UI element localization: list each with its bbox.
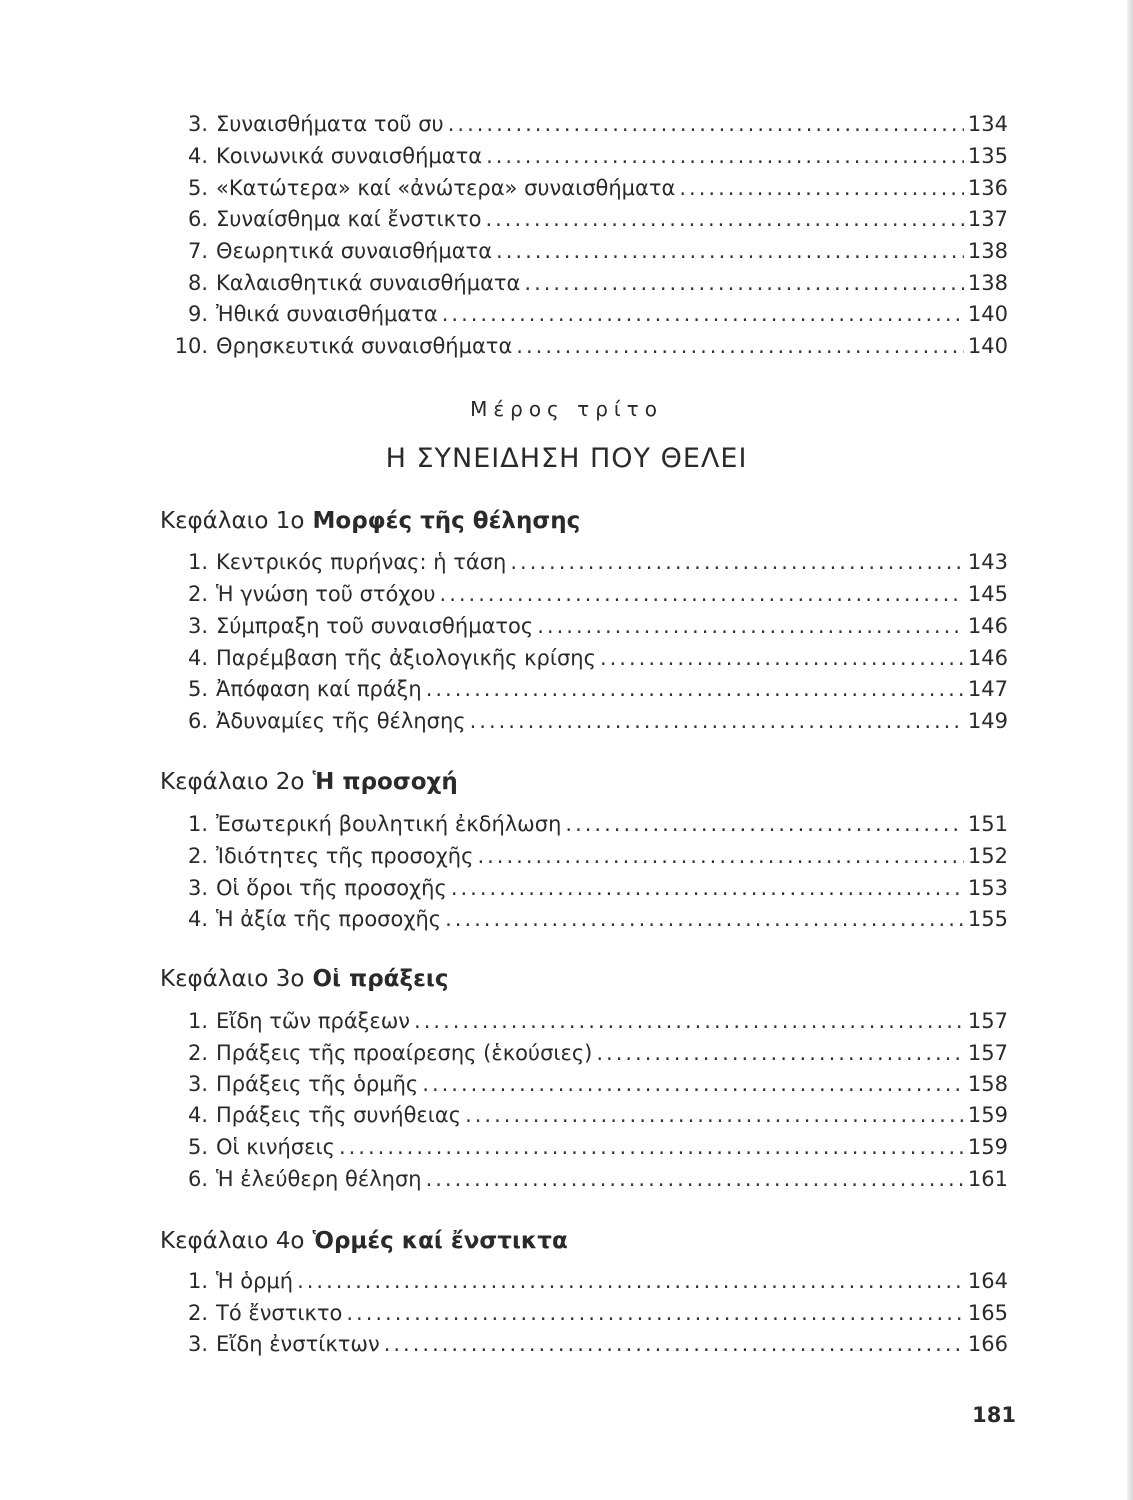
dot-leader [346, 1297, 964, 1329]
toc-entry [160, 1131, 1008, 1163]
entry-page: 147 [967, 677, 1008, 701]
chapter-prefix: Κεφάλαιο 3ο [160, 966, 305, 992]
entry-number: 5. [187, 1135, 208, 1159]
chapter-heading [160, 508, 580, 534]
toc-entry [160, 840, 1008, 872]
toc-entry [160, 1265, 1008, 1297]
entry-page: 157 [967, 1009, 1008, 1033]
entry-number: 5. [187, 176, 208, 200]
entry-title: Πράξεις τῆς προαίρεσης (ἑκούσιες) [216, 1041, 593, 1065]
entry-number: 2. [187, 844, 208, 868]
entry-title: Σύμπραξη τοῦ συναισθήματος [216, 614, 534, 638]
entry-title: Ἡ γνώση τοῦ στόχου [216, 582, 436, 606]
toc-entry [160, 1068, 1008, 1100]
entry-number: 4. [187, 144, 208, 168]
dot-leader [524, 267, 964, 299]
dot-leader [537, 610, 964, 642]
toc-entry [160, 1005, 1008, 1037]
chapter-name: Ὁρμές καί ἔνστικτα [312, 1228, 568, 1254]
entry-title: Ἀπόφαση καί πράξη [216, 677, 422, 701]
entry-title: Παρέμβαση τῆς ἀξιολογικῆς κρίσης [216, 646, 596, 670]
dot-leader [448, 108, 964, 140]
dot-leader [600, 642, 964, 674]
entry-page: 159 [967, 1135, 1008, 1159]
toc-entry [160, 108, 1008, 140]
entry-title: Κεντρικός πυρήνας: ἡ τάση [216, 550, 507, 574]
toc-entry [160, 203, 1008, 235]
dot-leader [470, 705, 964, 737]
dot-leader [414, 1005, 964, 1037]
toc-entry [160, 235, 1008, 267]
entry-number: 7. [187, 239, 208, 263]
entry-title: Συναισθήματα τοῦ συ [216, 112, 444, 136]
entry-page: 165 [967, 1301, 1008, 1325]
chapter-name: Οἱ πράξεις [312, 966, 449, 992]
entry-page: 146 [967, 646, 1008, 670]
part-title: Η ΣΥΝΕΙΔΗΣΗ ΠΟΥ ΘΕΛΕΙ [385, 443, 748, 474]
chapter-heading [160, 1228, 568, 1254]
entry-number: 3. [187, 1072, 208, 1096]
entry-title: Θεωρητικά συναισθήματα [216, 239, 493, 263]
entry-number: 6. [187, 709, 208, 733]
entry-number: 1. [187, 812, 208, 836]
dot-leader [426, 673, 964, 705]
entry-number: 1. [187, 550, 208, 574]
page-number: 181 [972, 1403, 1016, 1427]
dot-leader [445, 903, 964, 935]
toc-entry [160, 330, 1008, 362]
entry-number: 4. [187, 1103, 208, 1127]
entry-page: 152 [967, 844, 1008, 868]
entry-number: 4. [187, 907, 208, 931]
entry-page: 155 [967, 907, 1008, 931]
toc-entry [160, 642, 1008, 674]
chapter-name: Ἡ προσοχή [312, 769, 458, 795]
page-edge-shadow [1127, 0, 1133, 1500]
dot-leader [596, 1037, 964, 1069]
dot-leader [339, 1131, 964, 1163]
toc-entry [160, 673, 1008, 705]
chapter-prefix: Κεφάλαιο 1ο [160, 508, 305, 534]
entry-number: 9. [187, 302, 208, 326]
entry-number: 6. [187, 207, 208, 231]
entry-number: 5. [187, 677, 208, 701]
entry-title: Ἡ ὁρμή [216, 1269, 294, 1293]
entry-number: 3. [187, 614, 208, 638]
entry-page: 137 [967, 207, 1008, 231]
chapter-prefix: Κεφάλαιο 2ο [160, 769, 305, 795]
toc-entry [160, 1099, 1008, 1131]
entry-page: 145 [967, 582, 1008, 606]
entry-title: «Κατώτερα» καί «ἀνώτερα» συναισθήματα [216, 176, 676, 200]
toc-entry [160, 267, 1008, 299]
entry-title: Κοινωνικά συναισθήματα [216, 144, 483, 168]
toc-entry [160, 1163, 1008, 1195]
entry-page: 146 [967, 614, 1008, 638]
entry-page: 158 [967, 1072, 1008, 1096]
entry-title: Ἰδιότητες τῆς προσοχῆς [216, 844, 474, 868]
entry-title: Εἴδη ἐνστίκτων [216, 1332, 380, 1356]
entry-title: Θρησκευτικά συναισθήματα [216, 334, 513, 358]
chapter-name: Μορφές τῆς θέλησης [312, 508, 581, 534]
entry-page: 138 [967, 271, 1008, 295]
toc-entry [160, 172, 1008, 204]
toc-entry [160, 298, 1008, 330]
dot-leader [496, 235, 964, 267]
entry-number: 8. [187, 271, 208, 295]
entry-number: 2. [187, 582, 208, 606]
toc-entry [160, 578, 1008, 610]
entry-number: 2. [187, 1041, 208, 1065]
entry-page: 153 [967, 876, 1008, 900]
toc-entry [160, 872, 1008, 904]
toc-entry [160, 1328, 1008, 1360]
dot-leader [565, 808, 964, 840]
entry-page: 151 [967, 812, 1008, 836]
toc-entry [160, 610, 1008, 642]
entry-title: Πράξεις τῆς συνήθειας [216, 1103, 462, 1127]
toc-entry [160, 1037, 1008, 1069]
entry-title: Ἠθικά συναισθήματα [216, 302, 438, 326]
entry-number: 3. [187, 112, 208, 136]
entry-page: 140 [967, 334, 1008, 358]
entry-page: 149 [967, 709, 1008, 733]
dot-leader [426, 1163, 964, 1195]
dot-leader [516, 330, 964, 362]
dot-leader [422, 1068, 964, 1100]
dot-leader [451, 872, 964, 904]
entry-page: 157 [967, 1041, 1008, 1065]
toc-entry [160, 546, 1008, 578]
toc-entry [160, 705, 1008, 737]
entry-number: 3. [187, 1332, 208, 1356]
entry-title: Εἴδη τῶν πράξεων [216, 1009, 411, 1033]
entry-page: 143 [967, 550, 1008, 574]
entry-number: 6. [187, 1167, 208, 1191]
part-label: Μέρος τρίτο [470, 397, 663, 421]
dot-leader [679, 172, 964, 204]
dot-leader [465, 1099, 964, 1131]
dot-leader [297, 1265, 964, 1297]
entry-title: Συναίσθημα καί ἔνστικτο [216, 207, 482, 231]
entry-title: Πράξεις τῆς ὁρμῆς [216, 1072, 419, 1096]
dot-leader [477, 840, 963, 872]
toc-entry [160, 808, 1008, 840]
entry-number: 4. [187, 646, 208, 670]
chapter-heading [160, 769, 458, 795]
entry-page: 164 [967, 1269, 1008, 1293]
toc-entry [160, 903, 1008, 935]
chapter-heading [160, 966, 448, 992]
dot-leader [442, 298, 964, 330]
entry-page: 138 [967, 239, 1008, 263]
entry-number: 1. [187, 1009, 208, 1033]
entry-page: 134 [967, 112, 1008, 136]
entry-title: Οἱ ὅροι τῆς προσοχῆς [216, 876, 447, 900]
entry-number: 10. [174, 334, 208, 358]
dot-leader [485, 203, 963, 235]
entry-number: 3. [187, 876, 208, 900]
entry-page: 166 [967, 1332, 1008, 1356]
entry-title: Ἡ ἐλεύθερη θέληση [216, 1167, 422, 1191]
entry-page: 159 [967, 1103, 1008, 1127]
entry-title: Οἱ κινήσεις [216, 1135, 335, 1159]
toc-entry [160, 1297, 1008, 1329]
entry-page: 140 [967, 302, 1008, 326]
dot-leader [486, 140, 964, 172]
entry-number: 1. [187, 1269, 208, 1293]
dot-leader [440, 578, 964, 610]
entry-title: Τό ἔνστικτο [216, 1301, 343, 1325]
chapter-prefix: Κεφάλαιο 4ο [160, 1228, 305, 1254]
dot-leader [384, 1328, 964, 1360]
entry-title: Ἐσωτερική βουλητική ἐκδήλωση [216, 812, 562, 836]
entry-title: Ἡ ἀξία τῆς προσοχῆς [216, 907, 442, 931]
toc-entry [160, 140, 1008, 172]
dot-leader [510, 546, 964, 578]
entry-page: 161 [967, 1167, 1008, 1191]
entry-title: Ἀδυναμίες τῆς θέλησης [216, 709, 466, 733]
entry-number: 2. [187, 1301, 208, 1325]
entry-page: 136 [967, 176, 1008, 200]
entry-title: Καλαισθητικά συναισθήματα [216, 271, 521, 295]
entry-page: 135 [967, 144, 1008, 168]
